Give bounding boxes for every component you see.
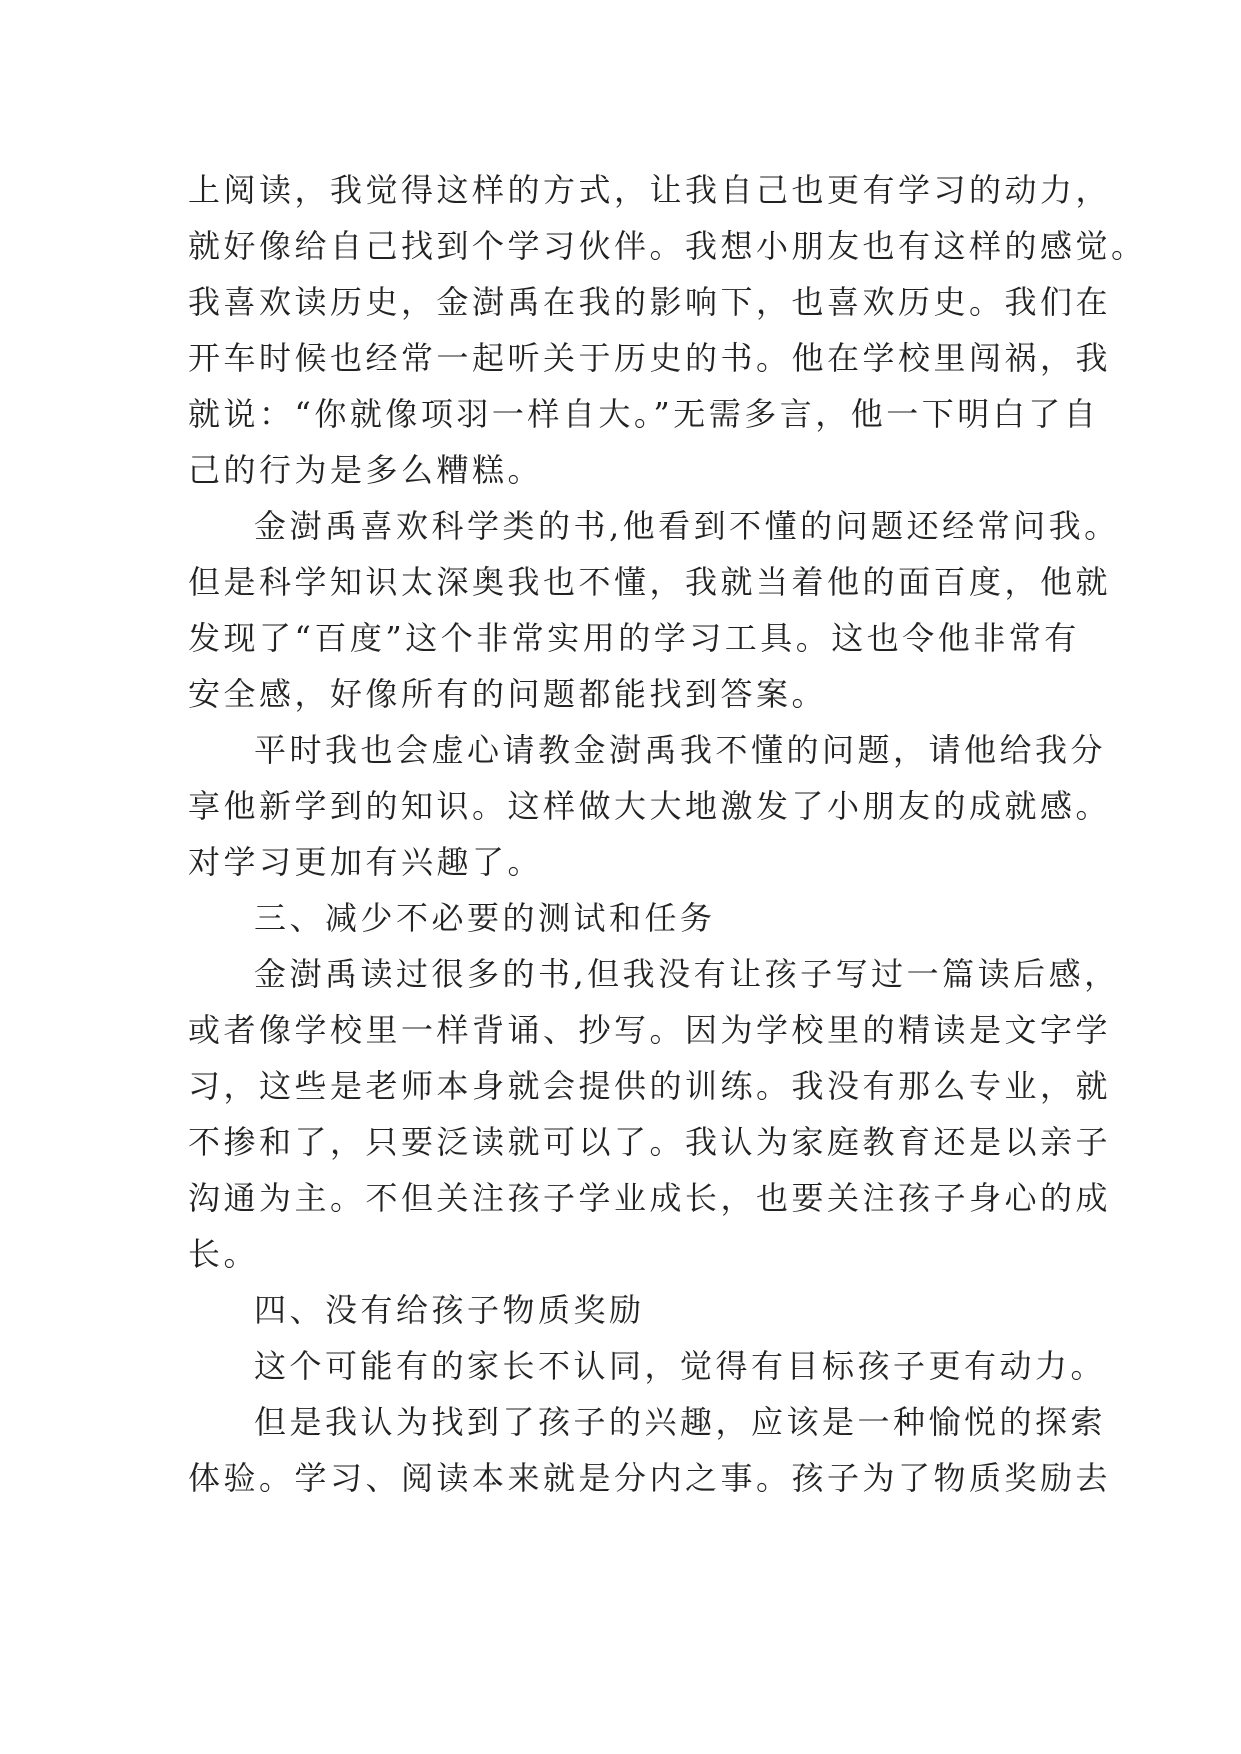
text-line: 发现了“百度”这个非常实用的学习工具。这也令他非常有 xyxy=(188,619,1080,657)
text-line: 就说：“你就像项羽一样自大。”无需多言，他一下明白了自 xyxy=(188,395,1100,433)
text-line: 或者像学校里一样背诵、抄写。因为学校里的精读是文字学 xyxy=(188,1011,1112,1049)
text-line: 但是科学知识太深奥我也不懂，我就当着他的面百度，他就 xyxy=(188,563,1112,601)
paragraph-start-line: 但是我认为找到了孩子的兴趣，应该是一种愉悦的探索 xyxy=(254,1403,1107,1441)
text-line: 安全感，好像所有的问题都能找到答案。 xyxy=(188,675,828,713)
text-line: 上阅读，我觉得这样的方式，让我自己也更有学习的动力， xyxy=(188,171,1112,209)
section-heading: 四、没有给孩子物质奖励 xyxy=(254,1291,645,1329)
text-line: 不掺和了，只要泛读就可以了。我认为家庭教育还是以亲子 xyxy=(188,1123,1112,1161)
text-line: 沟通为主。不但关注孩子学业成长，也要关注孩子身心的成 xyxy=(188,1179,1112,1217)
text-line: 体验。学习、阅读本来就是分内之事。孩子为了物质奖励去 xyxy=(188,1459,1112,1497)
text-line: 开车时候也经常一起听关于历史的书。他在学校里闯祸，我 xyxy=(188,339,1112,377)
paragraph-start-line: 平时我也会虚心请教金澍禹我不懂的问题，请他给我分 xyxy=(254,731,1107,769)
text-line: 长。 xyxy=(188,1235,260,1273)
paragraph-start-line: 这个可能有的家长不认同，觉得有目标孩子更有动力。 xyxy=(254,1347,1107,1385)
paragraph-start-line: 金澍禹读过很多的书,但我没有让孩子写过一篇读后感， xyxy=(254,955,1120,993)
text-line: 就好像给自己找到个学习伙伴。我想小朋友也有这样的感觉。 xyxy=(188,227,1147,265)
text-line: 我喜欢读历史，金澍禹在我的影响下，也喜欢历史。我们在 xyxy=(188,283,1112,321)
paragraph-start-line: 金澍禹喜欢科学类的书,他看到不懂的问题还经常问我。 xyxy=(254,507,1120,545)
text-line: 对学习更加有兴趣了。 xyxy=(188,843,544,881)
document-body xyxy=(188,162,1147,1506)
text-line: 习，这些是老师本身就会提供的训练。我没有那么专业，就 xyxy=(188,1067,1112,1105)
text-line: 己的行为是多么糟糕。 xyxy=(188,451,544,489)
section-heading: 三、减少不必要的测试和任务 xyxy=(254,899,716,937)
text-line: 享他新学到的知识。这样做大大地激发了小朋友的成就感。 xyxy=(188,787,1112,825)
